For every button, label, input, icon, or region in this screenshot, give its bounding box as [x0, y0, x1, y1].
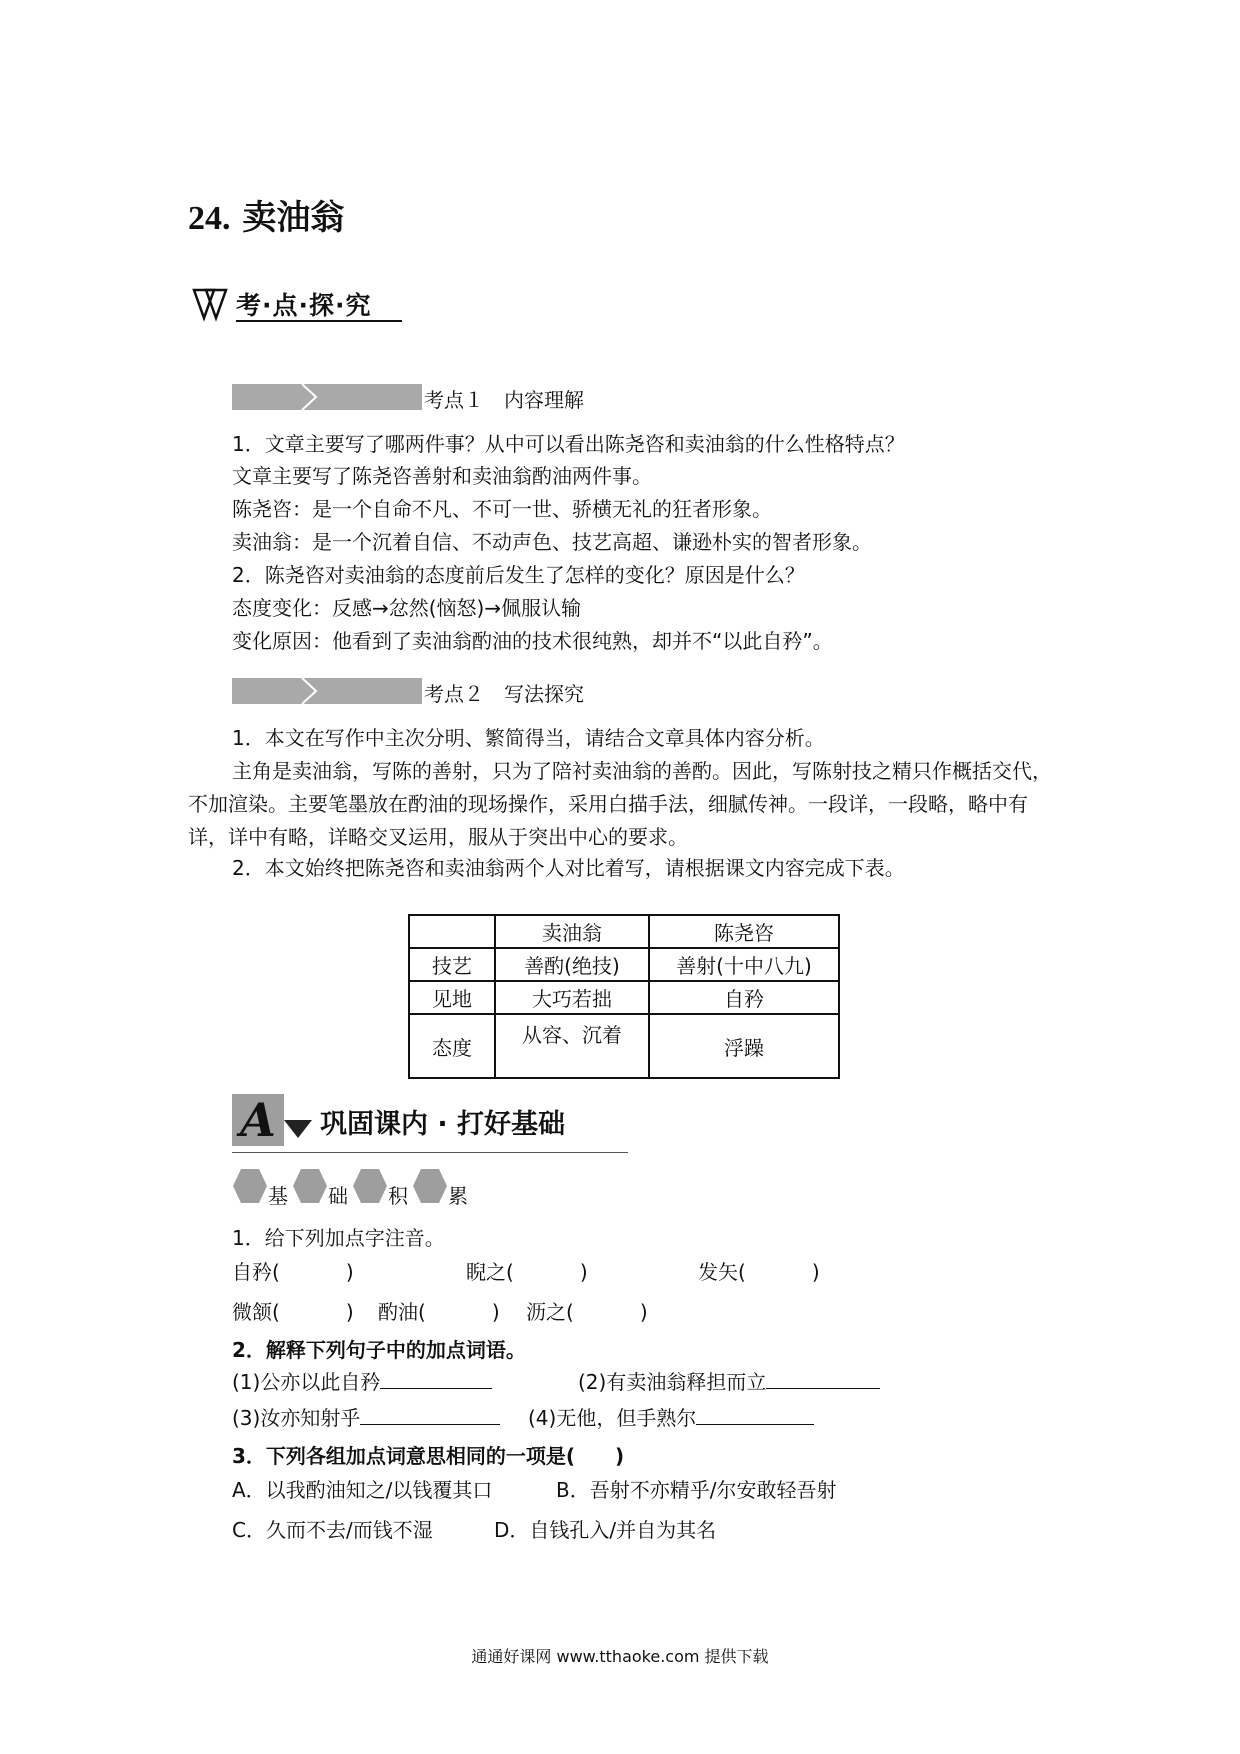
explain-blank[interactable]	[360, 1404, 500, 1425]
pinyin-close: )	[345, 1260, 354, 1284]
k2-paragraph: 主角是卖油翁，写陈的善射，只为了陪衬卖油翁的善酌。因此，写陈射技之精只作概括交代，不加渲染。主要笔墨放在酌油的现场操作，采用白描手法，细腻传神。一段详，一段略，略中有详，详中有略，详略交叉运用，服从于突出中心的要求。	[188, 759, 1052, 849]
triangle-down-icon	[284, 1120, 312, 1138]
explain-sentence: (3)汝亦知射乎	[232, 1406, 361, 1430]
k1-question-1: 1．文章主要写了哪两件事？从中可以看出陈尧咨和卖油翁的什么性格特点？	[232, 432, 905, 456]
pinyin-item	[466, 1256, 588, 1288]
pinyin-close: )	[491, 1300, 500, 1324]
explain-blank[interactable]	[766, 1368, 880, 1389]
hexagon-icon	[352, 1168, 388, 1204]
heading-char: 累	[448, 1184, 468, 1208]
explain-blank[interactable]	[696, 1404, 814, 1425]
heading-char: 础	[328, 1184, 348, 1208]
a-letter-badge: A	[232, 1094, 284, 1146]
option-d: D．自钱孔入/并自为其名	[494, 1518, 717, 1542]
hexagon-icon	[232, 1168, 268, 1204]
kaodian-bar	[232, 384, 422, 410]
table-header-cell	[409, 915, 495, 948]
k2-question-2: 2．本文始终把陈尧咨和卖油翁两个人对比着写，请根据课文内容完成下表。	[232, 856, 905, 880]
pinyin-item	[378, 1296, 500, 1328]
heading-char: 基	[268, 1184, 288, 1208]
pinyin-close: )	[811, 1260, 820, 1284]
explain-item	[578, 1366, 880, 1398]
k1-answer-4: 态度变化：反感→忿然(恼怒)→佩服认输	[232, 596, 582, 620]
explain-item	[232, 1402, 500, 1434]
ex-question-3: 3．下列各组加点词意思相同的一项是( )	[232, 1444, 625, 1468]
k1-answer-5: 变化原因：他看到了卖油翁酌油的技术很纯熟，却并不“以此自矜”。	[232, 629, 833, 653]
section-label: 考·点·探·究	[236, 291, 372, 320]
explain-blank[interactable]	[380, 1368, 492, 1389]
heading-char: 积	[388, 1184, 408, 1208]
section-underline	[236, 320, 402, 322]
explain-item	[232, 1366, 492, 1398]
explain-item	[528, 1402, 814, 1434]
pinyin-word: 发矢(	[698, 1260, 746, 1284]
k1-question-2: 2．陈尧咨对卖油翁的态度前后发生了怎样的变化？原因是什么？	[232, 563, 805, 587]
comparison-table	[408, 914, 840, 1079]
page-footer: 通通好课网 www.tthaoke.com 提供下载	[471, 1647, 769, 1666]
table-header-row	[409, 915, 839, 948]
pinyin-word: 睨之(	[466, 1260, 514, 1284]
kaodian-1-label: 考点１ 内容理解	[424, 388, 584, 412]
table-cell: 自矜	[649, 981, 839, 1014]
pinyin-item	[232, 1256, 354, 1288]
banner-label: 巩固课内 · 打好基础	[320, 1109, 566, 1140]
table-row	[409, 981, 839, 1014]
k1-answer-3: 卖油翁：是一个沉着自信、不动声色、技艺高超、谦逊朴实的智者形象。	[232, 530, 872, 554]
section-heading	[192, 284, 402, 324]
pinyin-item	[232, 1296, 354, 1328]
pinyin-close: )	[639, 1300, 648, 1324]
lesson-name: 卖油翁	[242, 198, 345, 238]
chevron-right-icon	[232, 678, 422, 704]
explain-sentence: (4)无他，但手熟尔	[528, 1406, 697, 1430]
explain-sentence: (2)有卖油翁释担而立	[578, 1370, 767, 1394]
option-a: A．以我酌油知之/以钱覆其口	[232, 1478, 493, 1502]
table-cell: 善射(十中八九)	[649, 948, 839, 981]
pinyin-word: 自矜(	[232, 1260, 280, 1284]
table-cell: 浮躁	[649, 1014, 839, 1078]
pinyin-word: 沥之(	[526, 1300, 574, 1324]
table-cell: 见地	[409, 981, 495, 1014]
lesson-title	[188, 190, 344, 239]
option-c: C．久而不去/而钱不湿	[232, 1518, 433, 1542]
chevron-right-icon	[232, 384, 422, 410]
double-triangle-icon	[192, 284, 236, 324]
pinyin-close: )	[579, 1260, 588, 1284]
pinyin-close: )	[345, 1300, 354, 1324]
hexagon-icon	[292, 1168, 328, 1204]
k1-answer-1: 文章主要写了陈尧咨善射和卖油翁酌油两件事。	[232, 464, 652, 488]
lesson-number: 24.	[188, 200, 231, 237]
option-b: B．吾射不亦精乎/尔安敢轻吾射	[556, 1478, 837, 1502]
table-row	[409, 1014, 839, 1078]
explain-sentence: (1)公亦以此自矜	[232, 1370, 381, 1394]
table-header-cell: 卖油翁	[495, 915, 649, 948]
consolidate-banner	[232, 1094, 628, 1154]
ex-question-2: 2．解释下列句子中的加点词语。	[232, 1338, 526, 1362]
banner-underline	[232, 1152, 628, 1153]
kaodian-bar	[232, 678, 422, 704]
pinyin-item	[698, 1256, 820, 1288]
hexagon-icon	[412, 1168, 448, 1204]
table-cell: 技艺	[409, 948, 495, 981]
k1-answer-2: 陈尧咨：是一个自命不凡、不可一世、骄横无礼的狂者形象。	[232, 497, 772, 521]
ex-question-1: 1．给下列加点字注音。	[232, 1226, 445, 1250]
table-cell: 善酌(绝技)	[495, 948, 649, 981]
table-row	[409, 948, 839, 981]
pinyin-item	[526, 1296, 648, 1328]
k2-question-1: 1．本文在写作中主次分明、繁简得当，请结合文章具体内容分析。	[232, 726, 825, 750]
table-cell: 大巧若拙	[495, 981, 649, 1014]
pinyin-word: 酌油(	[378, 1300, 426, 1324]
table-cell: 态度	[409, 1014, 495, 1078]
table-header-cell: 陈尧咨	[649, 915, 839, 948]
kaodian-2-label: 考点２ 写法探究	[424, 682, 584, 706]
table-cell: 从容、沉着	[495, 1014, 649, 1078]
pinyin-word: 微颔(	[232, 1300, 280, 1324]
